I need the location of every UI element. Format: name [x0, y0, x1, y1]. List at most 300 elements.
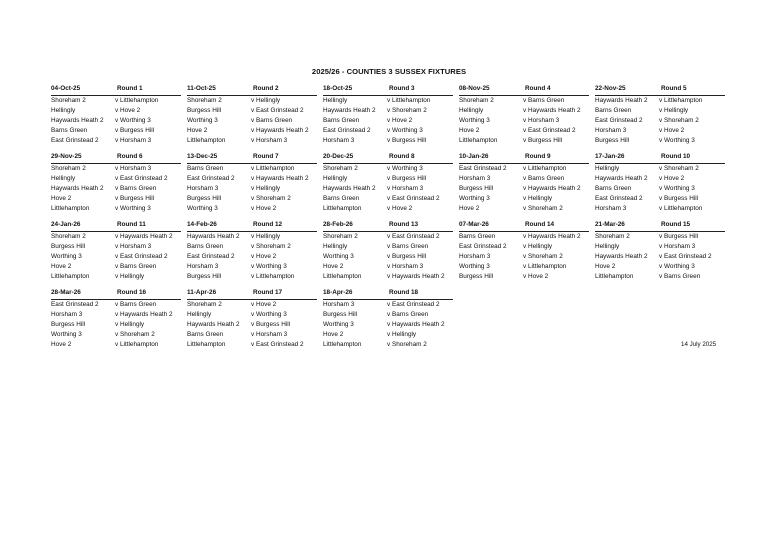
fixture-row: [323, 194, 453, 204]
away-team: v Hellingly: [115, 273, 145, 280]
home-team: Littlehampton: [323, 205, 362, 212]
page-title: 2025/26 - COUNTIES 3 SUSSEX FIXTURES: [311, 67, 467, 76]
home-team: Barns Green: [595, 185, 632, 192]
fixture-row: [51, 204, 181, 214]
fixture-row: [459, 136, 589, 146]
home-team: Horsham 3: [187, 263, 219, 270]
home-team: Shoreham 2: [187, 97, 222, 104]
home-team: East Grinstead 2: [51, 137, 99, 144]
round-header: [187, 289, 317, 300]
away-team: v Haywards Heath 2: [523, 107, 581, 114]
home-team: Horsham 3: [459, 253, 491, 260]
home-team: Hellingly: [459, 107, 484, 114]
away-team: v Littlehampton: [659, 205, 703, 212]
round-block: [459, 153, 589, 214]
round-block: [595, 85, 725, 146]
away-team: v Littlehampton: [523, 263, 567, 270]
home-team: Hellingly: [187, 311, 212, 318]
away-team: v Worthing 3: [659, 185, 695, 192]
round-header: [323, 289, 453, 300]
round-date: 17-Jan-26: [595, 153, 625, 160]
fixture-row: [595, 252, 725, 262]
round-block: [51, 153, 181, 214]
fixture-row: [51, 136, 181, 146]
away-team: v Burgess Hill: [387, 175, 427, 182]
home-team: Shoreham 2: [51, 233, 86, 240]
fixture-row: [323, 106, 453, 116]
fixture-row: [51, 174, 181, 184]
away-team: v Barns Green: [115, 263, 157, 270]
home-team: Worthing 3: [187, 117, 218, 124]
round-number: Round 12: [253, 221, 283, 228]
away-team: v Shoreham 2: [659, 117, 699, 124]
round-number: Round 9: [525, 153, 551, 160]
away-team: v Hellingly: [387, 331, 417, 338]
home-team: Worthing 3: [459, 263, 490, 270]
fixture-row: [51, 242, 181, 252]
home-team: Horsham 3: [51, 311, 83, 318]
round-number: Round 15: [661, 221, 691, 228]
away-team: v East Grinstead 2: [251, 341, 304, 348]
away-team: v Littlehampton: [115, 341, 159, 348]
round-block: [187, 153, 317, 214]
away-team: v Haywards Heath 2: [523, 233, 581, 240]
fixture-row: [323, 320, 453, 330]
away-team: v Horsham 3: [251, 137, 288, 144]
home-team: Haywards Heath 2: [187, 321, 240, 328]
home-team: Shoreham 2: [51, 97, 86, 104]
round-number: Round 11: [117, 221, 146, 228]
fixture-row: [595, 204, 725, 214]
round-number: Round 17: [253, 289, 283, 296]
home-team: Haywards Heath 2: [323, 107, 376, 114]
fixture-row: [595, 136, 725, 146]
home-team: Barns Green: [459, 233, 496, 240]
away-team: v East Grinstead 2: [251, 107, 304, 114]
away-team: v Hove 2: [387, 117, 413, 124]
home-team: East Grinstead 2: [323, 127, 371, 134]
round-date: 28-Feb-26: [323, 221, 353, 228]
home-team: Shoreham 2: [595, 233, 630, 240]
away-team: v Shoreham 2: [387, 341, 427, 348]
fixture-row: [459, 242, 589, 252]
away-team: v Barns Green: [115, 301, 157, 308]
fixture-row: [459, 262, 589, 272]
round-header: [51, 153, 181, 164]
away-team: v Haywards Heath 2: [251, 175, 309, 182]
away-team: v Horsham 3: [387, 263, 424, 270]
home-team: Littlehampton: [51, 205, 90, 212]
home-team: Burgess Hill: [187, 273, 222, 280]
home-team: Shoreham 2: [323, 165, 358, 172]
round-number: Round 8: [389, 153, 415, 160]
away-team: v Shoreham 2: [387, 107, 427, 114]
round-number: Round 3: [389, 85, 415, 92]
fixture-row: [323, 330, 453, 340]
away-team: v Littlehampton: [251, 165, 295, 172]
fixture-row: [595, 174, 725, 184]
fixture-row: [323, 252, 453, 262]
home-team: Littlehampton: [595, 273, 634, 280]
away-team: v Haywards Heath 2: [251, 127, 309, 134]
fixture-row: [459, 194, 589, 204]
away-team: v Barns Green: [387, 243, 429, 250]
fixture-row: [323, 174, 453, 184]
round-header: [187, 153, 317, 164]
home-team: East Grinstead 2: [187, 175, 235, 182]
fixture-row: [595, 272, 725, 282]
home-team: Hellingly: [595, 165, 620, 172]
round-date: 11-Apr-26: [187, 289, 217, 296]
fixture-row: [187, 272, 317, 282]
away-team: v Hellingly: [251, 233, 281, 240]
away-team: v Worthing 3: [251, 311, 287, 318]
fixture-row: [51, 232, 181, 242]
fixture-row: [459, 272, 589, 282]
round-header: [323, 221, 453, 232]
away-team: v Shoreham 2: [659, 165, 699, 172]
away-team: v Worthing 3: [251, 263, 287, 270]
round-date: 18-Oct-25: [323, 85, 353, 92]
fixture-row: [51, 96, 181, 106]
round-header: [187, 221, 317, 232]
fixture-row: [459, 164, 589, 174]
round-date: 29-Nov-25: [51, 153, 82, 160]
away-team: v East Grinstead 2: [387, 301, 440, 308]
away-team: v Littlehampton: [115, 97, 159, 104]
fixture-row: [595, 232, 725, 242]
home-team: Littlehampton: [187, 137, 226, 144]
away-team: v Horsham 3: [115, 243, 152, 250]
home-team: Worthing 3: [187, 205, 218, 212]
round-block: [187, 221, 317, 282]
home-team: East Grinstead 2: [51, 301, 99, 308]
fixture-row: [187, 194, 317, 204]
home-team: Worthing 3: [459, 195, 490, 202]
round-number: Round 16: [117, 289, 147, 296]
round-header: [51, 85, 181, 96]
home-team: Haywards Heath 2: [323, 185, 376, 192]
round-date: 28-Mar-26: [51, 289, 81, 296]
home-team: Hellingly: [323, 97, 348, 104]
round-block: [595, 221, 725, 282]
away-team: v Burgess Hill: [251, 321, 291, 328]
home-team: Hove 2: [459, 127, 480, 134]
home-team: Shoreham 2: [51, 165, 86, 172]
fixture-row: [595, 194, 725, 204]
round-block: [323, 289, 453, 350]
fixture-row: [595, 116, 725, 126]
round-number: Round 4: [525, 85, 551, 92]
round-block: [323, 221, 453, 282]
home-team: Barns Green: [51, 127, 88, 134]
fixture-row: [459, 232, 589, 242]
away-team: v Shoreham 2: [251, 243, 291, 250]
round-header: [459, 153, 589, 164]
fixture-row: [595, 184, 725, 194]
fixture-row: [323, 164, 453, 174]
fixture-row: [187, 96, 317, 106]
away-team: v Hellingly: [251, 97, 281, 104]
fixture-row: [459, 204, 589, 214]
round-header: [595, 153, 725, 164]
away-team: v Hellingly: [659, 107, 689, 114]
home-team: Worthing 3: [51, 253, 82, 260]
fixture-row: [51, 164, 181, 174]
fixture-row: [323, 136, 453, 146]
home-team: Shoreham 2: [323, 233, 358, 240]
fixture-row: [51, 340, 181, 350]
home-team: Barns Green: [187, 165, 224, 172]
home-team: Hellingly: [51, 175, 76, 182]
away-team: v East Grinstead 2: [523, 127, 576, 134]
away-team: v Burgess Hill: [115, 195, 155, 202]
away-team: v Haywards Heath 2: [523, 185, 581, 192]
home-team: Barns Green: [187, 243, 224, 250]
away-team: v Worthing 3: [387, 165, 423, 172]
round-date: 18-Apr-26: [323, 289, 353, 296]
home-team: Hove 2: [51, 341, 72, 348]
away-team: v Horsham 3: [659, 243, 696, 250]
round-block: [51, 289, 181, 350]
away-team: v Shoreham 2: [115, 331, 155, 338]
home-team: Hove 2: [187, 127, 208, 134]
fixture-row: [187, 126, 317, 136]
fixture-row: [51, 184, 181, 194]
away-team: v Hove 2: [387, 205, 413, 212]
away-team: v Burgess Hill: [115, 127, 155, 134]
fixture-row: [51, 116, 181, 126]
round-block: [323, 85, 453, 146]
fixture-row: [187, 262, 317, 272]
home-team: East Grinstead 2: [187, 253, 235, 260]
away-team: v Hove 2: [523, 273, 549, 280]
fixture-row: [187, 174, 317, 184]
fixture-row: [187, 184, 317, 194]
fixture-row: [323, 300, 453, 310]
fixture-row: [187, 310, 317, 320]
away-team: v Hove 2: [659, 127, 685, 134]
home-team: East Grinstead 2: [595, 117, 643, 124]
fixture-row: [187, 340, 317, 350]
round-header: [323, 85, 453, 96]
home-team: Burgess Hill: [51, 321, 86, 328]
away-team: v Horsham 3: [523, 117, 560, 124]
round-block: [595, 153, 725, 214]
fixture-row: [51, 126, 181, 136]
away-team: v Worthing 3: [115, 117, 151, 124]
round-header: [51, 289, 181, 300]
home-team: Horsham 3: [323, 137, 355, 144]
round-header: [51, 221, 181, 232]
round-number: Round 13: [389, 221, 419, 228]
fixture-row: [187, 330, 317, 340]
home-team: Burgess Hill: [459, 185, 494, 192]
away-team: v Shoreham 2: [523, 253, 563, 260]
fixture-row: [187, 204, 317, 214]
fixture-row: [459, 106, 589, 116]
home-team: Burgess Hill: [51, 243, 86, 250]
fixture-row: [187, 320, 317, 330]
round-block: [459, 85, 589, 146]
fixture-row: [323, 262, 453, 272]
round-header: [459, 221, 589, 232]
away-team: v Barns Green: [251, 117, 293, 124]
fixture-row: [51, 320, 181, 330]
home-team: Horsham 3: [459, 175, 491, 182]
away-team: v Barns Green: [659, 273, 701, 280]
away-team: v Littlehampton: [251, 273, 295, 280]
round-number: Round 14: [525, 221, 555, 228]
home-team: Hove 2: [459, 205, 480, 212]
round-date: 11-Oct-25: [187, 85, 216, 92]
away-team: v Shoreham 2: [251, 195, 291, 202]
round-header: [595, 85, 725, 96]
fixture-row: [459, 126, 589, 136]
fixture-row: [595, 242, 725, 252]
home-team: Littlehampton: [187, 341, 226, 348]
fixture-row: [323, 272, 453, 282]
away-team: v Hove 2: [115, 107, 141, 114]
home-team: Worthing 3: [323, 321, 354, 328]
away-team: v Hellingly: [115, 321, 145, 328]
away-team: v Burgess Hill: [659, 195, 699, 202]
fixture-row: [51, 252, 181, 262]
away-team: v East Grinstead 2: [659, 253, 712, 260]
round-block: [459, 221, 589, 282]
home-team: Barns Green: [323, 117, 360, 124]
away-team: v Barns Green: [523, 175, 565, 182]
home-team: Worthing 3: [459, 117, 490, 124]
round-date: 10-Jan-26: [459, 153, 489, 160]
fixture-row: [187, 242, 317, 252]
home-team: Haywards Heath 2: [595, 175, 648, 182]
away-team: v Haywards Heath 2: [387, 321, 445, 328]
round-date: 20-Dec-25: [323, 153, 354, 160]
fixture-row: [323, 340, 453, 350]
home-team: Hove 2: [51, 263, 72, 270]
home-team: Littlehampton: [323, 341, 362, 348]
fixture-row: [459, 174, 589, 184]
away-team: v Shoreham 2: [523, 205, 563, 212]
home-team: Hove 2: [595, 263, 616, 270]
away-team: v Horsham 3: [115, 165, 152, 172]
away-team: v Littlehampton: [523, 165, 567, 172]
fixture-row: [323, 232, 453, 242]
away-team: v Worthing 3: [387, 127, 423, 134]
fixture-row: [323, 242, 453, 252]
away-team: v Hove 2: [251, 253, 277, 260]
away-team: v Burgess Hill: [387, 253, 427, 260]
round-header: [187, 85, 317, 96]
fixture-row: [323, 310, 453, 320]
fixture-row: [323, 204, 453, 214]
home-team: Littlehampton: [459, 137, 498, 144]
round-date: 04-Oct-25: [51, 85, 81, 92]
home-team: Burgess Hill: [187, 107, 222, 114]
fixture-row: [459, 184, 589, 194]
round-number: Round 7: [253, 153, 279, 160]
home-team: Hove 2: [51, 195, 72, 202]
home-team: Worthing 3: [51, 331, 82, 338]
home-team: Barns Green: [595, 107, 632, 114]
fixture-row: [187, 164, 317, 174]
away-team: v Worthing 3: [115, 205, 151, 212]
away-team: v Haywards Heath 2: [387, 273, 445, 280]
away-team: v Horsham 3: [115, 137, 152, 144]
fixture-row: [595, 262, 725, 272]
round-date: 13-Dec-25: [187, 153, 218, 160]
round-date: 08-Nov-25: [459, 85, 490, 92]
fixture-row: [51, 330, 181, 340]
home-team: Barns Green: [187, 331, 224, 338]
fixture-row: [459, 116, 589, 126]
round-block: [187, 289, 317, 350]
fixture-row: [187, 300, 317, 310]
round-number: Round 18: [389, 289, 419, 296]
away-team: v Horsham 3: [251, 331, 288, 338]
home-team: Littlehampton: [51, 273, 90, 280]
away-team: v Hove 2: [251, 205, 277, 212]
away-team: v Hellingly: [523, 195, 553, 202]
fixture-row: [595, 96, 725, 106]
fixture-row: [323, 96, 453, 106]
away-team: v Littlehampton: [387, 97, 431, 104]
home-team: Barns Green: [323, 195, 360, 202]
away-team: v Worthing 3: [659, 263, 695, 270]
home-team: Worthing 3: [323, 253, 354, 260]
home-team: Haywards Heath 2: [187, 233, 240, 240]
round-block: [51, 221, 181, 282]
fixture-row: [51, 106, 181, 116]
fixture-row: [595, 126, 725, 136]
fixture-row: [51, 300, 181, 310]
away-team: v East Grinstead 2: [387, 233, 440, 240]
fixture-row: [51, 262, 181, 272]
round-header: [595, 221, 725, 232]
round-date: 22-Nov-25: [595, 85, 626, 92]
round-number: Round 5: [661, 85, 687, 92]
away-team: v Hove 2: [251, 301, 277, 308]
away-team: v Hove 2: [659, 175, 685, 182]
away-team: v Burgess Hill: [523, 137, 563, 144]
fixture-row: [187, 252, 317, 262]
home-team: Littlehampton: [323, 273, 362, 280]
round-header: [459, 85, 589, 96]
round-date: 07-Mar-26: [459, 221, 489, 228]
home-team: Hove 2: [323, 331, 344, 338]
round-date: 24-Jan-26: [51, 221, 81, 228]
away-team: v Barns Green: [523, 97, 565, 104]
away-team: v Worthing 3: [659, 137, 695, 144]
round-date: 14-Feb-26: [187, 221, 217, 228]
home-team: Hellingly: [323, 243, 348, 250]
away-team: v East Grinstead 2: [115, 175, 168, 182]
away-team: v East Grinstead 2: [387, 195, 440, 202]
round-block: [51, 85, 181, 146]
away-team: v Hellingly: [251, 185, 281, 192]
home-team: Haywards Heath 2: [595, 97, 648, 104]
home-team: Haywards Heath 2: [51, 117, 104, 124]
round-header: [323, 153, 453, 164]
fixture-row: [459, 96, 589, 106]
away-team: v Horsham 3: [387, 185, 424, 192]
away-team: v Hellingly: [523, 243, 553, 250]
away-team: v Burgess Hill: [387, 137, 427, 144]
fixture-row: [459, 252, 589, 262]
round-block: [187, 85, 317, 146]
home-team: Hellingly: [595, 243, 620, 250]
